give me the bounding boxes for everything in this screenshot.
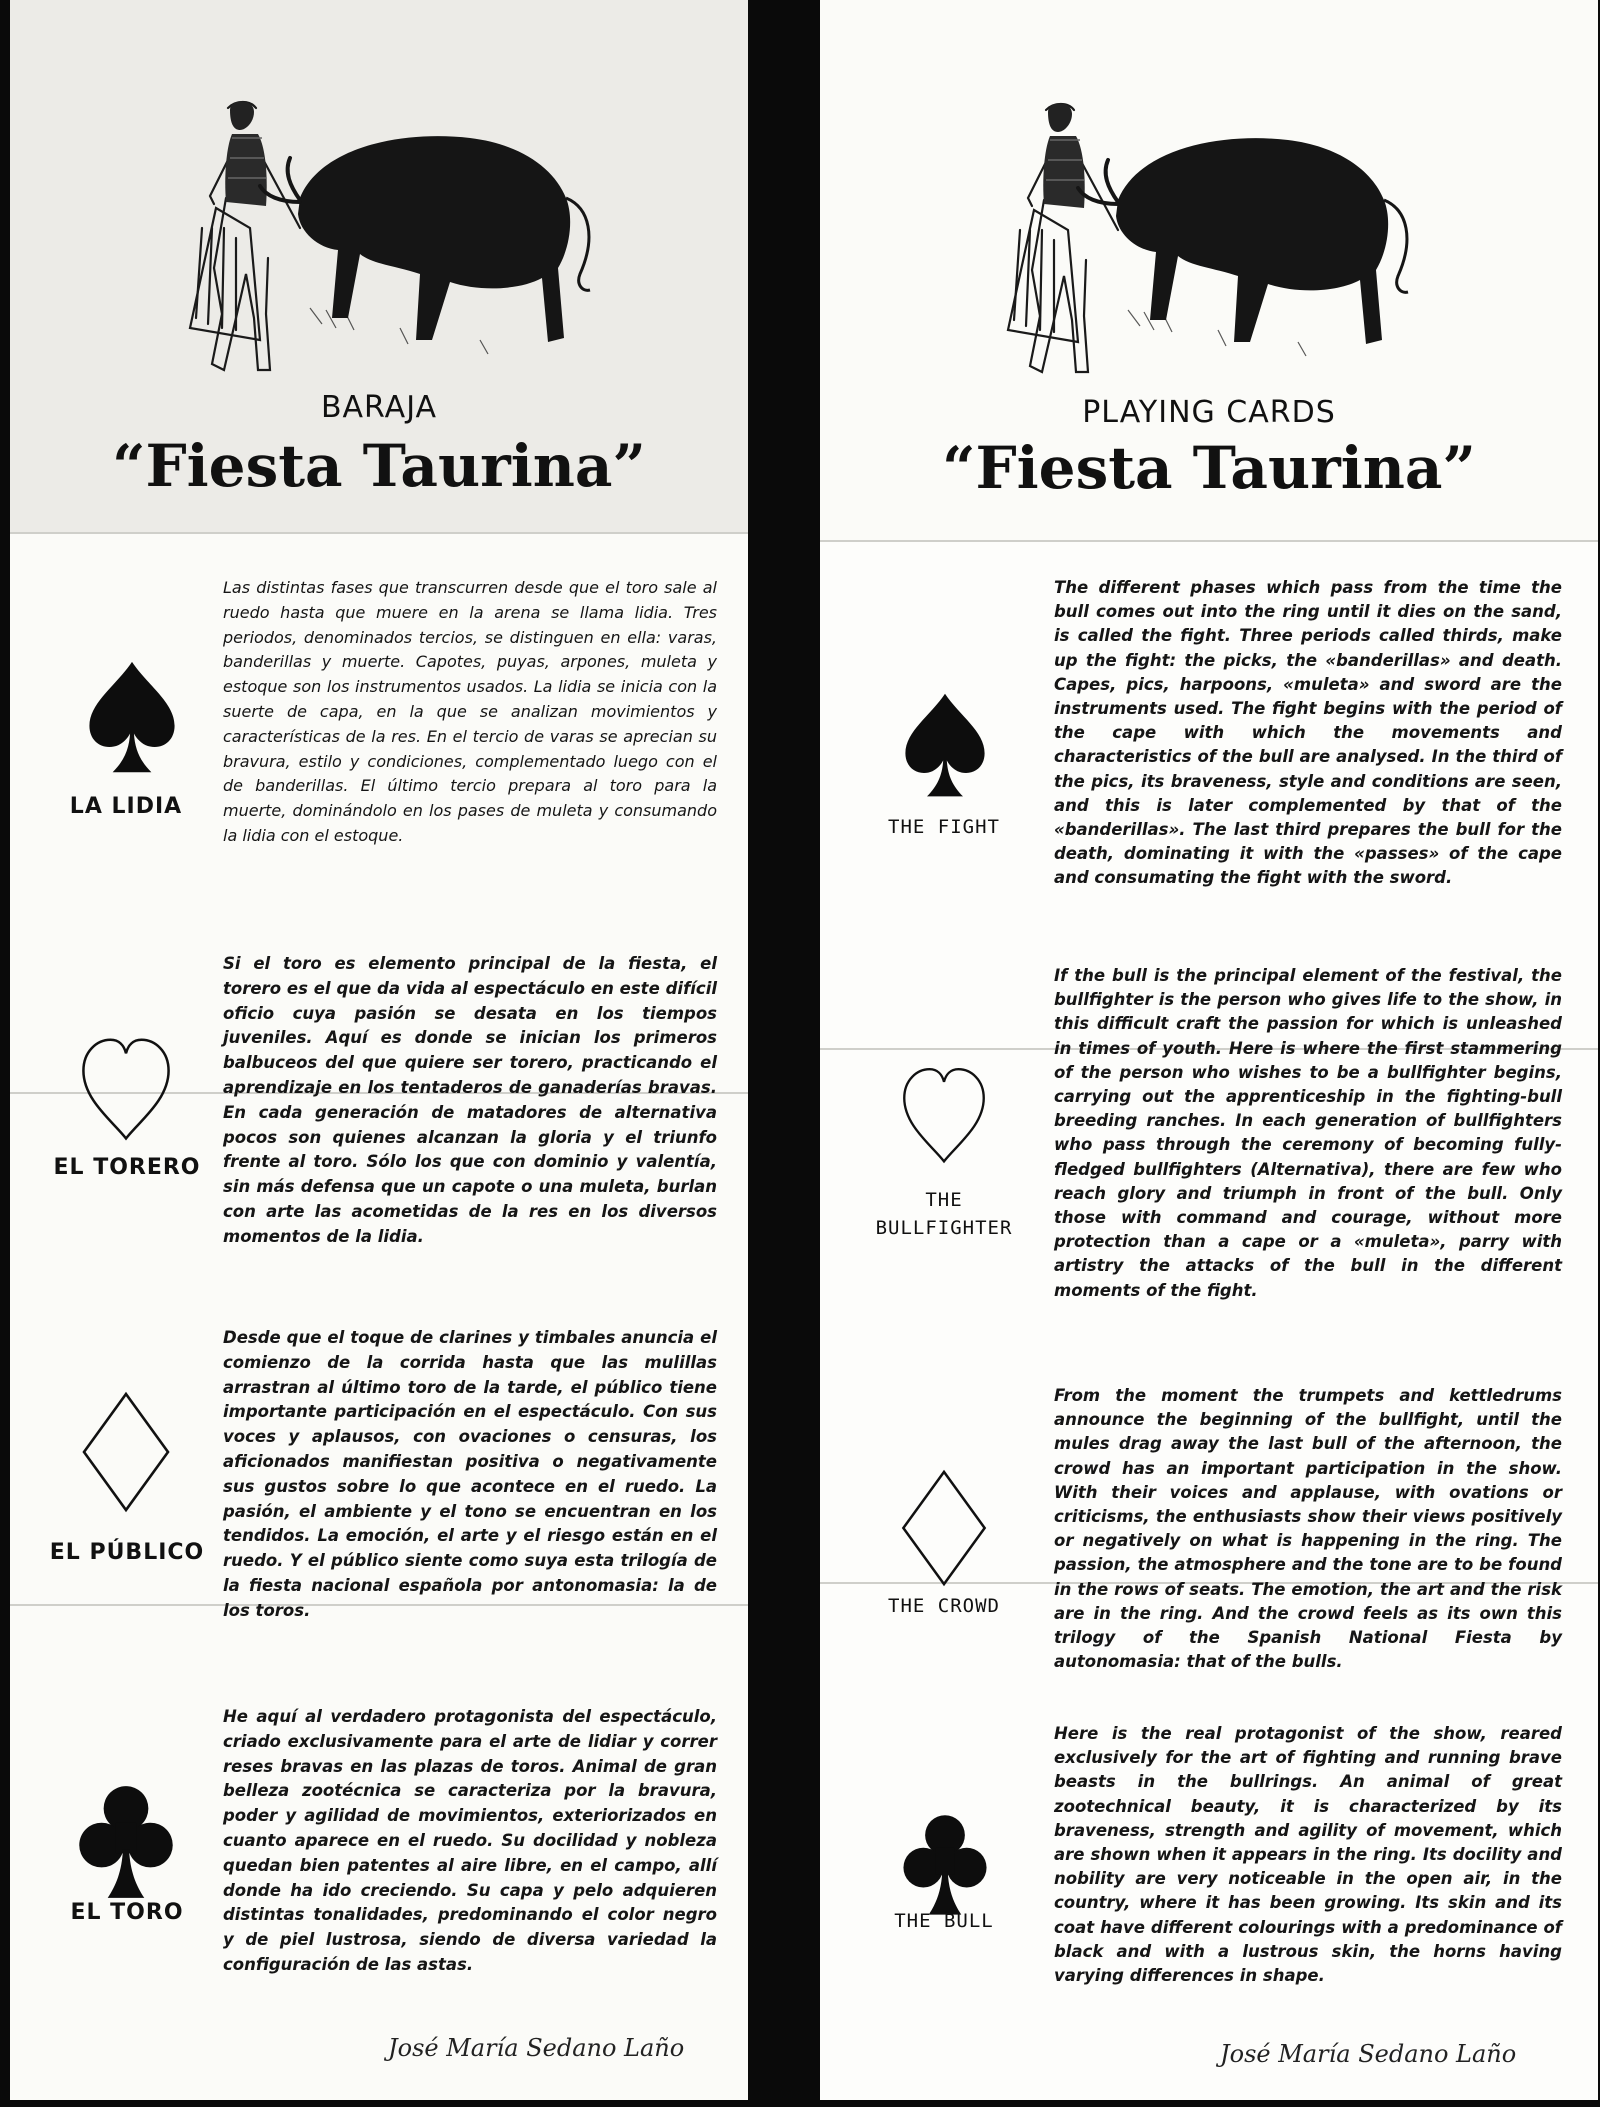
section-text: Si el toro es elemento principal de la fiesta, el torero es el que da vida al espectáculo en este difícil oficio cuya pasión se desata en los tiempos juveniles. Aquí es donde se inician los primeros balbuceos del que quiere ser torero, practicando el aprendizaje en los tentaderos de ganaderías bravas. En cada generación de matadores de alternativa pocos son quienes alcanzan la gloria y el triunfo frente al toro. Sólo los que con dominio y valentía, sin más defensa que un capote o una muleta, burlan con arte las acometidas de la res en los diversos momentos de la lidia. [223,954,717,1246]
bullfight-illustration [968,80,1428,390]
signature: José María Sedano Laño [388,2034,685,2062]
section-text: Las distintas fases que transcurren desde que el toro sale al ruedo hasta que muere en la arena se llama lidia. Tres periodos, denominados tercios, se distinguen en ella: varas, banderillas y muerte. Capotes, puyas, arpones, muleta y estoque son los instrumentos usados. La lidia se inicia con la suerte de capa, en la que se analizan movimientos y características de la res. En el tercio de varas se aprecian su bravura, estilo y condiciones, complementado luego con el de banderillas. El último tercio prepara al toro para la muerte, dominándolo en los pases de muleta y consumando la lidia con el estoque. [223,578,717,845]
section-label: EL TORO [70,1900,184,1925]
section-label: THE CROWD [888,1595,1000,1617]
fold-line [820,540,1598,542]
section-label: EL PÚBLICO [49,1540,205,1565]
subtitle-baraja: BARAJA [320,390,438,425]
club-icon [898,1808,992,1920]
signature: José María Sedano Laño [1220,2040,1517,2068]
section-label: EL TORERO [53,1155,201,1180]
spade-icon [82,658,182,778]
bullfight-illustration [150,78,610,388]
spade-icon [900,690,990,802]
section-label: THE FIGHT [888,816,1000,838]
heart-icon [896,1062,992,1174]
subtitle-playing-cards: PLAYING CARDS [1082,395,1336,430]
right-sheet-english [820,0,1598,2100]
section-text: From the moment the trumpets and kettledrums announce the beginning of the bullfight, until the mules drag away the last bull of the afternoon, the crowd has an important participation in the show. With their voices and applause, with ovations or criticisms, the enthusiasts show their views positively or negatively on what is happening in the ring. The passion, the atmosphere and the tone are to be found in the rows of seats. The emotion, the art and the risk are in the ring. And the crowd feels as its own this trilogy of the Spanish National Fiesta by autonomasia: that of the bulls. [1054,1386,1562,1672]
section-label: LA LIDIA [69,794,183,819]
club-icon [74,1778,178,1904]
section-label: THE BULL [894,1910,994,1932]
fold-line [10,532,748,534]
left-sheet-spanish [10,0,748,2100]
section-text: He aquí al verdadero protagonista del espectáculo, criado exclusivamente para el arte de lidiar y correr reses bravas en las plazas de toros. Animal de gran belleza zootécnica se caracteriza por la bravura, poder y agilidad de movimientos, exteriorizados en cuanto aparece en el ruedo. Su docilidad y nobleza quedan bien patentes al aire libre, en el campo, allí donde ha ido creciendo. Su capa y pelo adquieren distintas tonalidades, predominando el color negro y de piel lustrosa, siendo de diversa variedad la configuración de las astas. [223,1707,717,1974]
page-title: “Fiesta Taurina” [942,434,1476,502]
heart-icon [74,1032,178,1152]
diamond-icon [74,1390,178,1514]
section-text: The different phases which pass from the time the bull comes out into the ring until it dies on the sand, is called the fight. Three periods called thirds, make up the fight: the picks, the «banderillas» and death. Capes, pics, harpoons, «muleta» and sword are the instruments used. The fight begins with the period of the cape with which the movements and characteristics of the bull are analysed. In the third of the pics, its braveness, style and conditions are seen, and this is later complemented by that of the «banderillas». The last third prepares the bull for the death, dominating it with the «passes» of the cape and consumating the fight with the sword. [1054,578,1562,888]
diamond-icon [894,1468,994,1588]
page-title: “Fiesta Taurina” [112,432,646,500]
section-label: THE BULLFIGHTER [875,1189,1013,1239]
section-text: If the bull is the principal element of the festival, the bullfighter is the person who gives life to the show, in this difficult craft the passion for which is unleashed in times of youth. Here is where the first stammering of the person who wishes to be a bullfighter begins, carrying out the apprenticeship in the fighting-bull breeding ranches. In each generation of bullfighters who pass through the ceremony of becoming fully-fledged bullfighters (Alternativa), there are few who reach glory and triumph in front of the bull. Only those with command and courage, without more protection than a cape or a «muleta», parry with artistry the attacks of the bull in the different moments of the fight. [1054,966,1562,1300]
section-text: Desde que el toque de clarines y timbales anuncia el comienzo de la corrida hasta que las mulillas arrastran al último toro de la tarde, el público tiene importante participación en el espectáculo. Con sus voces y aplausos, con ovaciones o censuras, los aficionados manifiestan positiva o negativamente sus gustos sobre lo que acontece en el ruedo. La pasión, el ambiente y el tono se encuentran en los tendidos. La emoción, el arte y el riesgo están en el ruedo. Y el público siente como suya esta trilogía de la fiesta nacional española por antonomasia: la de los toros. [223,1328,717,1620]
section-text: Here is the real protagonist of the show, reared exclusively for the art of fighting and running brave beasts in the bullrings. An animal of great zootechnical beauty, it is characterized by its braveness, strength and agility of movement, which are shown when it appears in the ring. Its docility and nobility are very noticeable in the open air, in the country, where it has been growing. Its skin and its coat have different colourings with a predominance of black and with a lustrous skin, the horns having varying differences in shape. [1054,1724,1562,1986]
